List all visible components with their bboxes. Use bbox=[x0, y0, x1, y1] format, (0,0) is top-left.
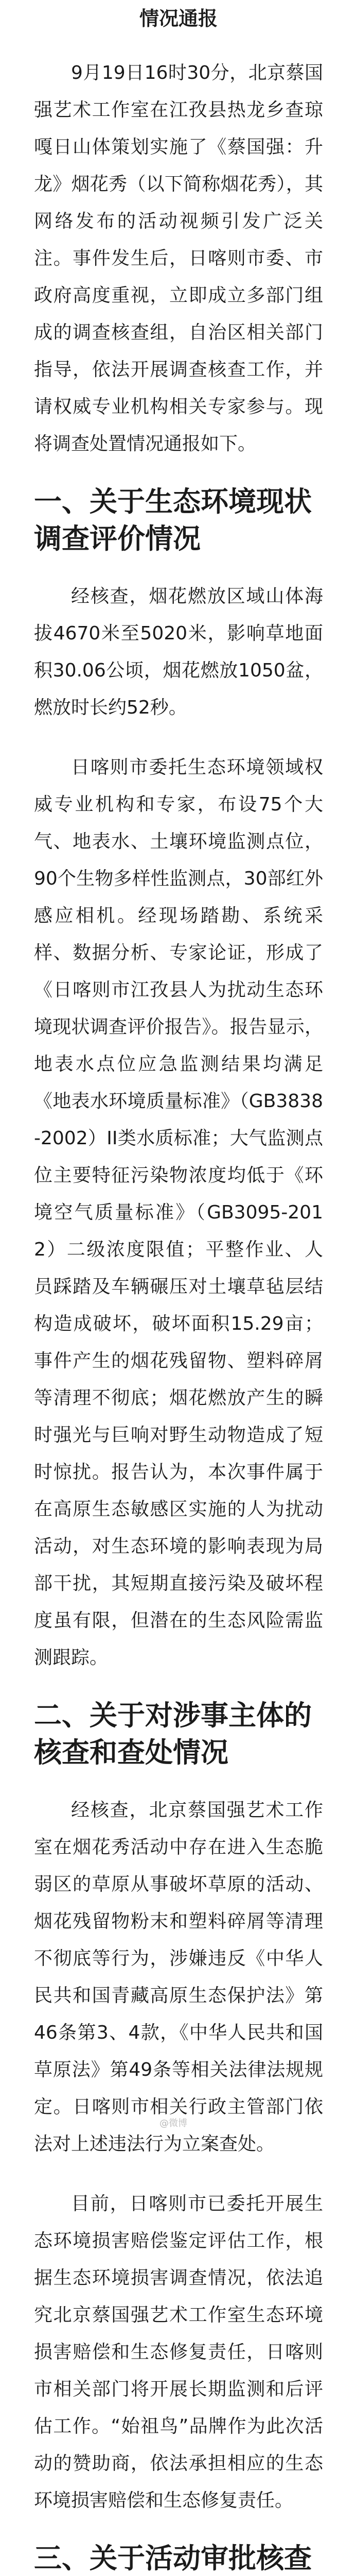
section-1-paragraph-1: 经核查，烟花燃放区域山体海拔4670米至5020米，影响草地面积30.06公顷，烟花燃放1050盆，燃放时长约52秒。 bbox=[34, 586, 323, 718]
spacer bbox=[34, 2163, 323, 2185]
spacer bbox=[34, 557, 323, 578]
page-title: 情况通报 bbox=[139, 7, 218, 30]
spacer bbox=[34, 1676, 323, 1697]
watermark: @微博 bbox=[159, 2118, 187, 2129]
section-heading-3: 三、关于活动审批核查 bbox=[34, 2542, 312, 2574]
spacer bbox=[34, 35, 323, 55]
section-1-paragraph-2: 日喀则市委托生态环境领域权威专业机构和专家，布设75个大气、地表水、土壤环境监测点位，90个生物多样性监测点，30部红外感应相机。经现场踏勘、系统采样、数据分析、专家论证，形成了《日喀则市江孜县人为扰动生态环境现状调查评价报告》。报告显示，地表水点位应急监测结果均满足《地表水环境质量标准》（GB3838-2002）II类水质标准；大气监测点位主要特征污染物浓度均低于《环境空气质量标准》（GB3095-2012）二级浓度限值；平整作业、人员踩踏及车辆碾压对土壤草毡层结构造成破坏，破坏面积15.29亩；事件产生的烟花残留物、塑料碎屑等清理不彻底；烟花燃放产生的瞬时强光与巨响对野生动物造成了短时惊扰。报告认为，本次事件属于在高原生态敏感区实施的人为扰动活动，对生态环境的影响表现为局部干扰，其短期直接污染及破坏程度虽有限，但潜在的生态风险需监测跟踪。 bbox=[34, 757, 323, 1668]
section-heading-2: 二、关于对涉事主体的核查和查处情况 bbox=[34, 1699, 312, 1769]
section-heading-1: 一、关于生态环境现状调查评价情况 bbox=[34, 485, 312, 555]
spacer bbox=[34, 2519, 323, 2540]
section-2-paragraph-2: 目前，日喀则市已委托开展生态环境损害赔偿鉴定评估工作，根据生态环境损害调查情况，依法追究北京蔡国强艺术工作室生态环境损害赔偿和生态修复责任，日喀则市相关部门将开展长期监测和后评估工作。“始祖鸟”品牌作为此次活动的赞助商，依法承担相应的生态环境损害赔偿和生态修复责任。 bbox=[34, 2193, 323, 2511]
spacer bbox=[34, 463, 323, 483]
intro-paragraph: 9月19日16时30分，北京蔡国强艺术工作室在江孜县热龙乡查琼嘎日山体策划实施了《蔡国强：升龙》烟花秀（以下简称烟花秀），其网络发布的活动视频引发广泛关注。事件发生后，日喀则市委、市政府高度重视，立即成立多部门组成的调查核查组，自治区相关部门指导，依法开展调查核查工作，并请权威专业机构相关专家参与。现将调查处置情况通报如下。 bbox=[34, 62, 323, 454]
spacer bbox=[34, 1771, 323, 1792]
section-2-paragraph-1: 经核查，北京蔡国强艺术工作室在烟花秀活动中存在进入生态脆弱区的草原从事破坏草原的活动、烟花残留物粉末和塑料碎屑等清理不彻底等行为，涉嫌违反《中华人民共和国青藏高原生态保护法》第46条第3、4款，《中华人民共和国草原法》第49条等相关法律法规规定。日喀则市相关行政主管部门依法对上述违法行为立案查处。 bbox=[34, 1800, 323, 2155]
spacer bbox=[34, 726, 323, 749]
